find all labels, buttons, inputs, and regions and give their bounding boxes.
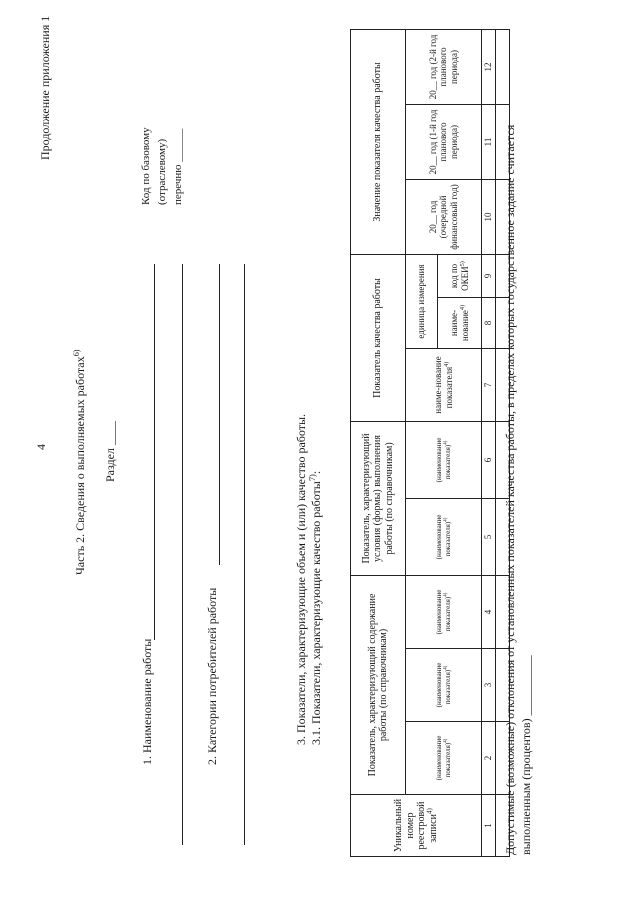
part-title [73, 349, 87, 575]
column-number: 2 [482, 722, 496, 795]
header-year-1: 20__ год (очередной финансовый год) [406, 179, 482, 254]
header-registry-number: Уникальный номер реестровой записи$^{4)}$ [351, 795, 482, 857]
column-number: 12 [482, 29, 496, 104]
column-number: 5 [482, 498, 496, 575]
quality-heading [309, 471, 323, 745]
header-year-2: 20__ год (1-й год планового периода) [406, 104, 482, 179]
work-name-label: 1. Наименование работы [140, 638, 154, 765]
header-condition-indicator-2: (наименование показателя)$^{4)}$ [406, 421, 482, 498]
appendix-continuation: Продолжение приложения 1 [38, 15, 52, 160]
consumers-line-2 [244, 264, 245, 845]
column-number: 11 [482, 104, 496, 179]
column-number: 4 [482, 575, 496, 648]
code-label-1: Код по базовому [140, 127, 152, 205]
part-title-note: 6) [72, 349, 81, 357]
header-quality-indicator: Показатель качества работы [351, 254, 406, 421]
header-unit-name: наиме-нование$^{4)}$ [438, 297, 482, 348]
header-content-indicator-2: (наименование показателя)$^{4)}$ [406, 649, 482, 722]
code-label-2: (отраслевому) [156, 138, 168, 205]
header-indicator-name: наиме-нование показателя$^{4)}$ [406, 348, 482, 421]
quality-heading-note: 7) [308, 474, 317, 482]
work-name-line-1 [154, 264, 155, 640]
quality-heading-text: 3.1. Показатели, характеризующие качество работы [309, 481, 323, 745]
header-quality-values: Значение показателя качества работы [351, 29, 406, 254]
column-number: 6 [482, 421, 496, 498]
column-number: 7 [482, 348, 496, 421]
page-number: 4 [34, 444, 48, 450]
consumers-line-1 [219, 264, 220, 565]
column-number: 10 [482, 179, 496, 254]
consumers-label: 2. Категории потребителей работы [205, 587, 219, 765]
column-number: 8 [482, 297, 496, 348]
deviation-text-1: Допустимые (возможные) отклонения от установленных показателей качества работы, в пределах которых государственное задание считается [503, 124, 517, 855]
column-number: 9 [482, 254, 496, 297]
column-number: 3 [482, 649, 496, 722]
header-year-3: 20__ год (2-й год планового периода) [406, 29, 482, 104]
quality-indicators-table [350, 29, 510, 857]
table-cell [496, 29, 510, 104]
indicators-heading: 3. Показатели, характеризующие объем и (или) качество работы. [294, 413, 308, 745]
header-work-conditions: Показатель, характеризующий условия (формы) выполнения работы (по справочникам) [351, 421, 406, 575]
column-numbers-row [482, 29, 496, 856]
code-label-3: перечню ______ [172, 128, 184, 205]
quality-heading-end: : [309, 470, 323, 475]
header-unit: единица измерения [406, 254, 438, 348]
column-number: 1 [482, 795, 496, 857]
work-name-line-2 [182, 264, 183, 845]
header-unit-code: код по ОКЕИ$^{5)}$ [438, 254, 482, 297]
section-label: Раздел ____ [103, 421, 117, 482]
header-content-indicator-3: (наименование показателя)$^{4)}$ [406, 575, 482, 648]
header-content-indicator-1: (наименование показателя)$^{4)}$ [406, 722, 482, 795]
header-work-content: Показатель, характеризующий содержание работы (по справочникам) [351, 575, 406, 794]
part-title-text: Часть 2. Сведения о выполняемых работах [73, 356, 87, 575]
header-row-1 [351, 29, 406, 856]
header-condition-indicator-1: (наименование показателя)$^{4)}$ [406, 498, 482, 575]
deviation-text-2: выполненным (процентов) __________ [519, 655, 533, 855]
header-row-2 [406, 29, 438, 856]
